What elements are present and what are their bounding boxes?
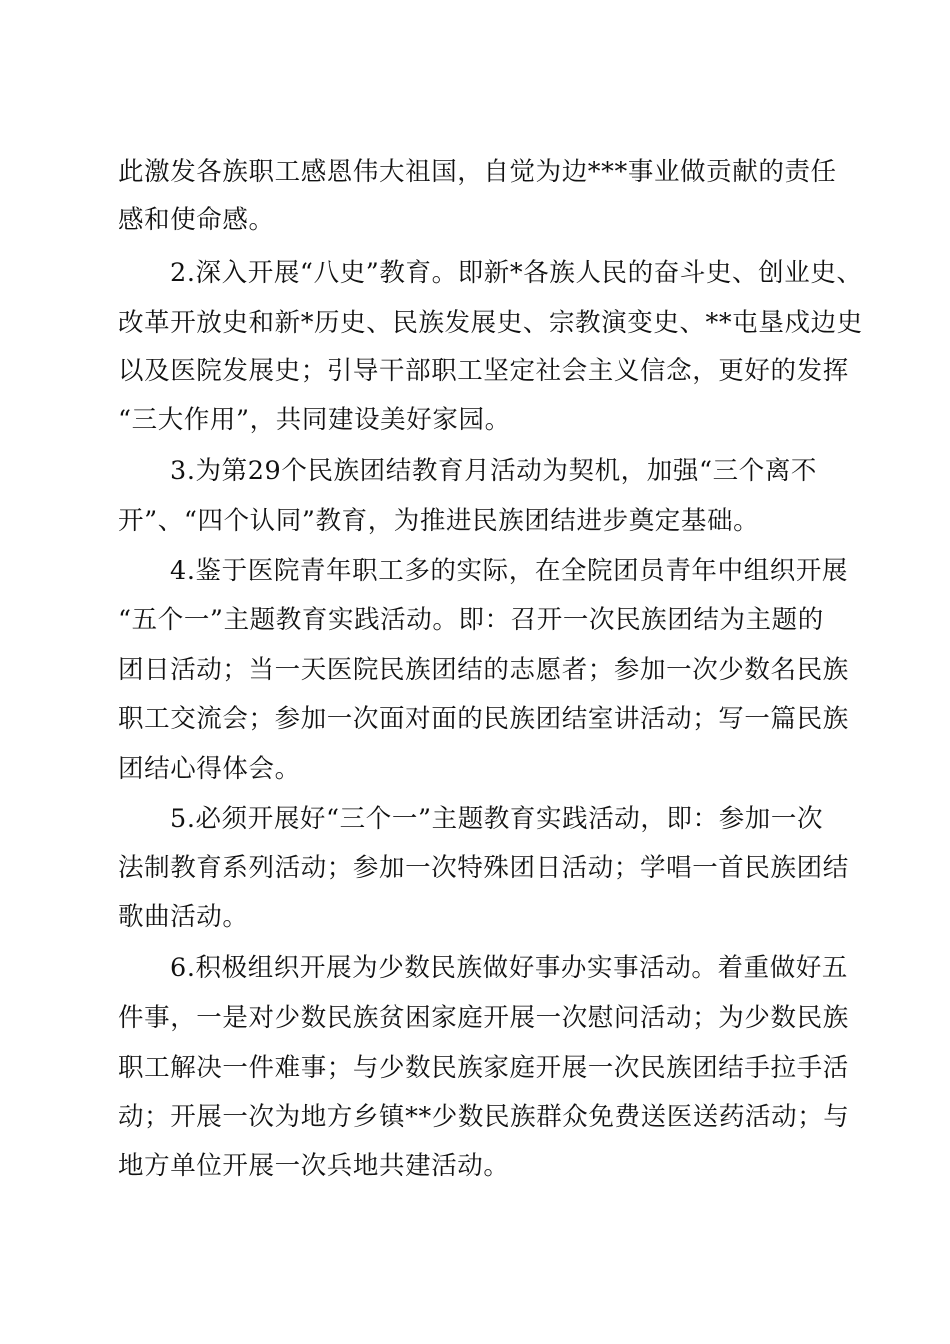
paragraph-line: 此激发各族职工感恩伟大祖国，自觉为边***事业做贡献的责任 [118,157,837,187]
paragraph-line: 6.积极组织开展为少数民族做好事办实事活动。着重做好五 [170,953,849,983]
paragraph-line: 感和使命感。 [118,205,275,235]
paragraph-line: 5.必须开展好“三个一”主题教育实践活动，即：参加一次 [170,804,824,834]
paragraph-line: “三大作用”，共同建设美好家园。 [118,405,511,435]
paragraph-line: 开”、“四个认同”教育，为推进民族团结进步奠定基础。 [118,506,760,536]
paragraph-line: 以及医院发展史；引导干部职工坚定社会主义信念，更好的发挥 [118,356,849,386]
paragraph-line: 地方单位开展一次兵地共建活动。 [118,1151,510,1181]
paragraph-line: 改革开放史和新*历史、民族发展史、宗教演变史、**屯垦戍边史 [118,308,863,338]
paragraph-line: 3.为第29个民族团结教育月活动为契机，加强“三个离不 [170,456,818,486]
paragraph-line: 歌曲活动。 [118,902,249,932]
paragraph-line: 动；开展一次为地方乡镇**少数民族群众免费送医送药活动；与 [118,1102,850,1132]
paragraph-line: 职工交流会；参加一次面对面的民族团结室讲活动；写一篇民族 [118,704,849,734]
paragraph-line: 件事，一是对少数民族贫困家庭开展一次慰问活动；为少数民族 [118,1003,849,1033]
paragraph-line: 2.深入开展“八史”教育。即新*各族人民的奋斗史、创业史、 [170,258,863,288]
paragraph-line: 4.鉴于医院青年职工多的实际，在全院团员青年中组织开展 [170,556,849,586]
paragraph-line: 职工解决一件难事；与少数民族家庭开展一次民族团结手拉手活 [118,1053,849,1083]
paragraph-line: “五个一”主题教育实践活动。即：召开一次民族团结为主题的 [118,605,824,635]
paragraph-line: 团结心得体会。 [118,754,301,784]
paragraph-line: 团日活动；当一天医院民族团结的志愿者；参加一次少数名民族 [118,655,849,685]
paragraph-line: 法制教育系列活动；参加一次特殊团日活动；学唱一首民族团结 [118,853,849,883]
